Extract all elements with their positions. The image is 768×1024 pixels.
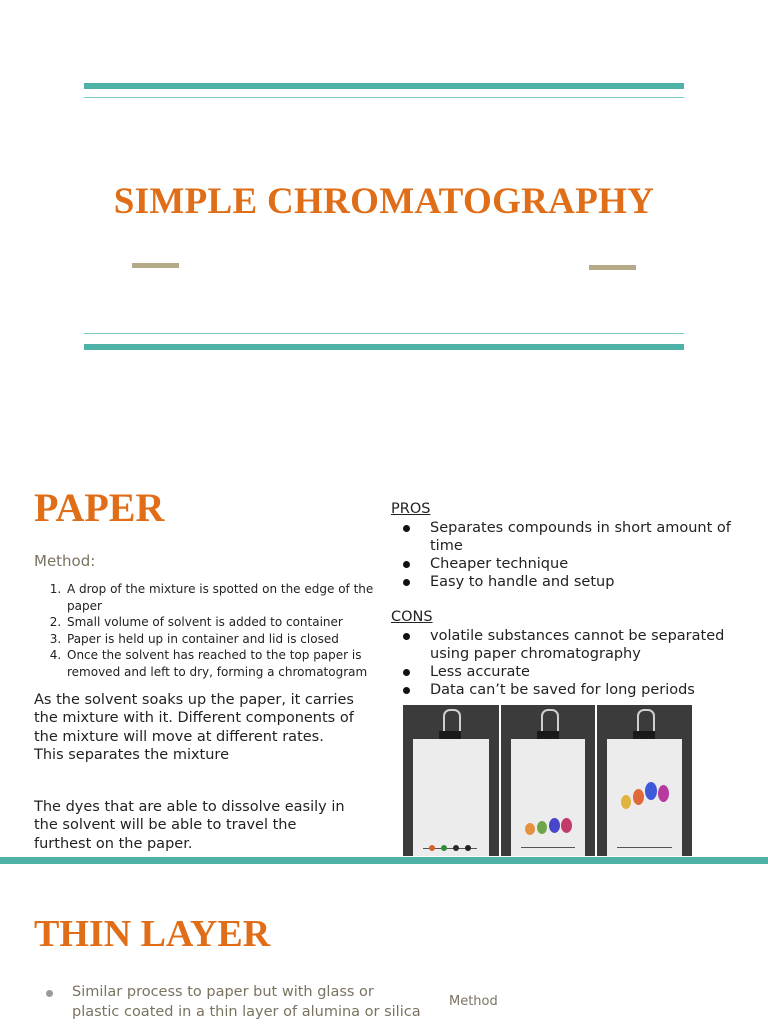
bullet-dot-icon [403,633,410,640]
thin-layer-method-label: Method [449,994,498,1009]
bottom-thin-rule [84,333,684,334]
cons-item: volatile substances cannot be separated using paper chromatography [393,627,733,663]
top-thick-rule [84,83,684,89]
paper-heading: PAPER [34,485,165,530]
method-list [40,581,385,680]
cons-item: Data can’t be saved for long periods [393,681,733,699]
bullet-dot-icon [403,525,410,532]
pros-item: Cheaper technique [393,555,733,573]
method-step: 1. A drop of the mixture is spotted on the edge of the paper [65,581,385,614]
right-dash-accent [589,265,636,270]
cons-item: Less accurate [393,663,733,681]
chromatogram-photo-end [597,705,692,856]
pros-item: Easy to handle and setup [393,573,733,591]
bullet-dot-icon [403,561,410,568]
cons-label: CONS [391,609,433,625]
cons-list [393,627,733,699]
thin-layer-heading: THIN LAYER [34,913,271,955]
top-thin-rule [84,97,684,98]
method-step: 2. Small volume of solvent is added to container [65,614,385,631]
chromatogram-photo-middle [501,705,595,856]
bullet-dot-icon [403,669,410,676]
section-divider [0,857,768,864]
pros-label: PROS [391,501,431,517]
left-dash-accent [132,263,179,268]
pros-list [393,519,733,591]
method-step: 3. Paper is held up in container and lid is closed [65,631,385,648]
explanation-paragraph: As the solvent soaks up the paper, it carries the mixture with it. Different components of the mixture will move at different rates. This separates the mixture [34,692,354,763]
bottom-thick-rule [84,344,684,350]
method-label: Method: [34,552,96,570]
page-title: SIMPLE CHROMATOGRAPHY [113,181,655,222]
bullet-dot-icon [403,579,410,586]
bullet-dot-icon [403,687,410,694]
chromatogram-photo-start [403,705,499,856]
bullet-dot-icon [46,990,53,997]
method-step: 4. Once the solvent has reached to the top paper is removed and left to dry, forming a chromatogram [65,647,385,680]
thin-layer-bullet: Similar process to paper but with glass or plastic coated in a thin layer of alumina or silica [72,984,421,1020]
dyes-paragraph: The dyes that are able to dissolve easily in the solvent will be able to travel the furthest on the paper. [34,799,345,852]
pros-item: Separates compounds in short amount of time [393,519,733,555]
